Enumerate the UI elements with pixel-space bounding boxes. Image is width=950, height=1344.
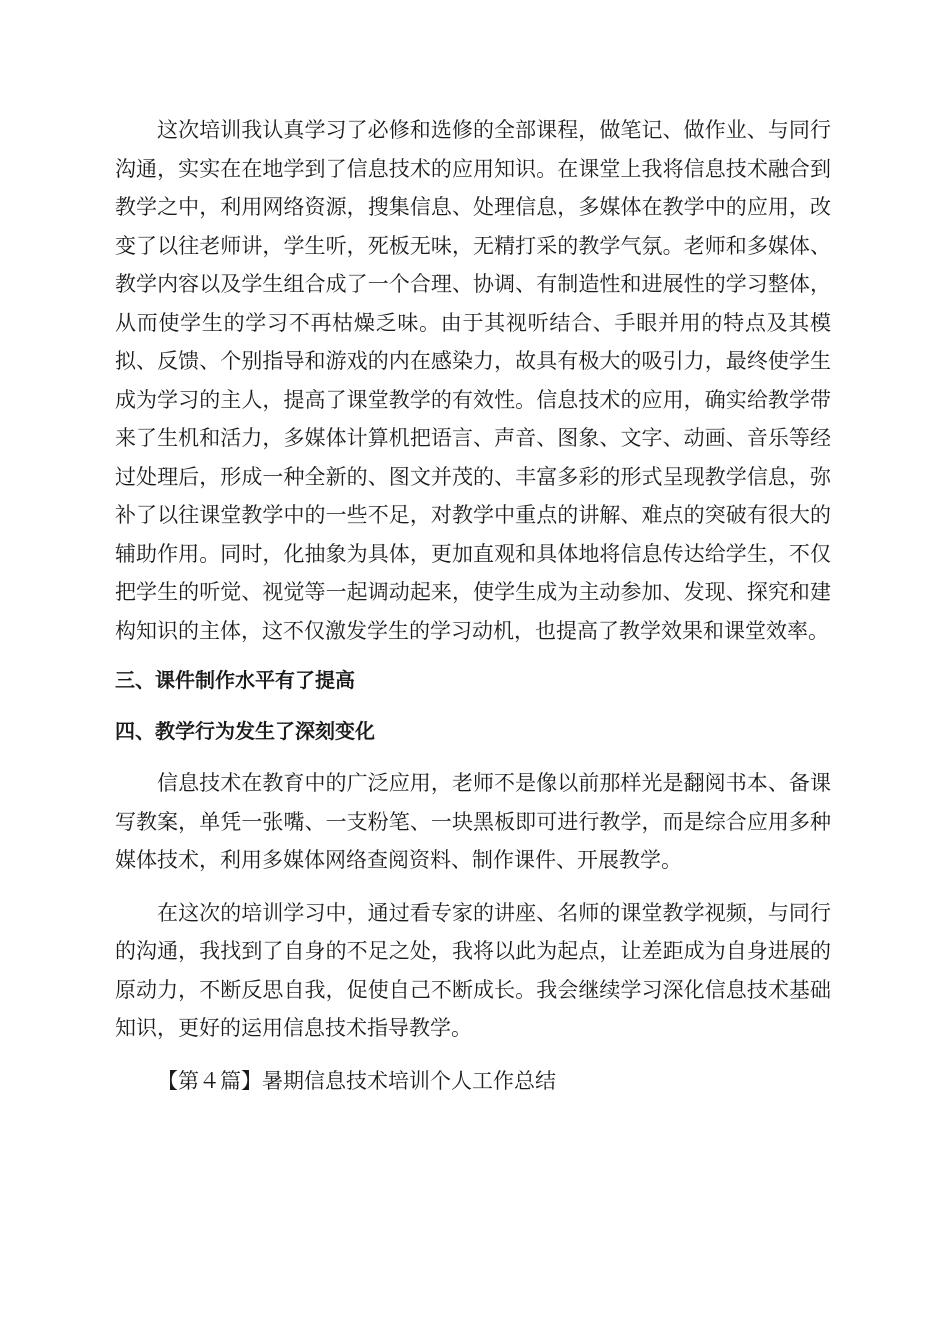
article-title: 【第４篇】暑期信息技术培训个人工作总结 <box>157 1068 556 1093</box>
body-paragraph: 在这次的培训学习中，通过看专家的讲座、名师的课堂教学视频，与同行的沟通，我找到了自身的不足之处，我将以此为起点，让差距成为自身进展的原动力，不断反思自我，促使自己不断成长。我会继续学习深化信息技术基础知识，更好的运用信息技术指导教学。 <box>115 900 831 1040</box>
section-heading: 四、教学行为发生了深刻变化 <box>115 718 375 743</box>
document-page <box>115 111 831 1100</box>
section-heading: 三、课件制作水平有了提高 <box>115 668 355 692</box>
body-paragraph: 信息技术在教育中的广泛应用，老师不是像以前那样光是翻阅书本、备课写教案，单凭一张嘴、一支粉笔、一块黑板即可进行教学，而是综合应用多种媒体技术，利用多媒体网络查阅资料、制作课件、开展教学。 <box>115 771 831 872</box>
body-paragraph: 这次培训我认真学习了必修和选修的全部课程，做笔记、做作业、与同行沟通，实实在在地学到了信息技术的应用知识。在课堂上我将信息技术融合到教学之中，利用网络资源，搜集信息、处理信息，多媒体在教学中的应用，改变了以往老师讲，学生听，死板无味，无精打采的教学气氛。老师和多媒体、教学内容以及学生组合成了一个合理、协调、有制造性和进展性的学习整体，从而使学生的学习不再枯燥乏味。由于其视听结合、手眼并用的特点及其模拟、反馈、个别指导和游戏的内在感染力，故具有极大的吸引力，最终使学生成为学习的主人，提高了课堂教学的有效性。信息技术的应用，确实给教学带来了生机和活力，多媒体计算机把语言、声音、图象、文字、动画、音乐等经过处理后，形成一种全新的、图文并茂的、丰富多彩的形式呈现教学信息，弥补了以往课堂教学中的一些不足，对教学中重点的讲解、难点的突破有很大的辅助作用。同时，化抽象为具体，更加直观和具体地将信息传达给学生，不仅把学生的听觉、视觉等一起调动起来，使学生成为主动参加、发现、探究和建构知识的主体，这不仅激发学生的学习动机，也提高了教学效果和课堂效率。 <box>115 118 831 643</box>
